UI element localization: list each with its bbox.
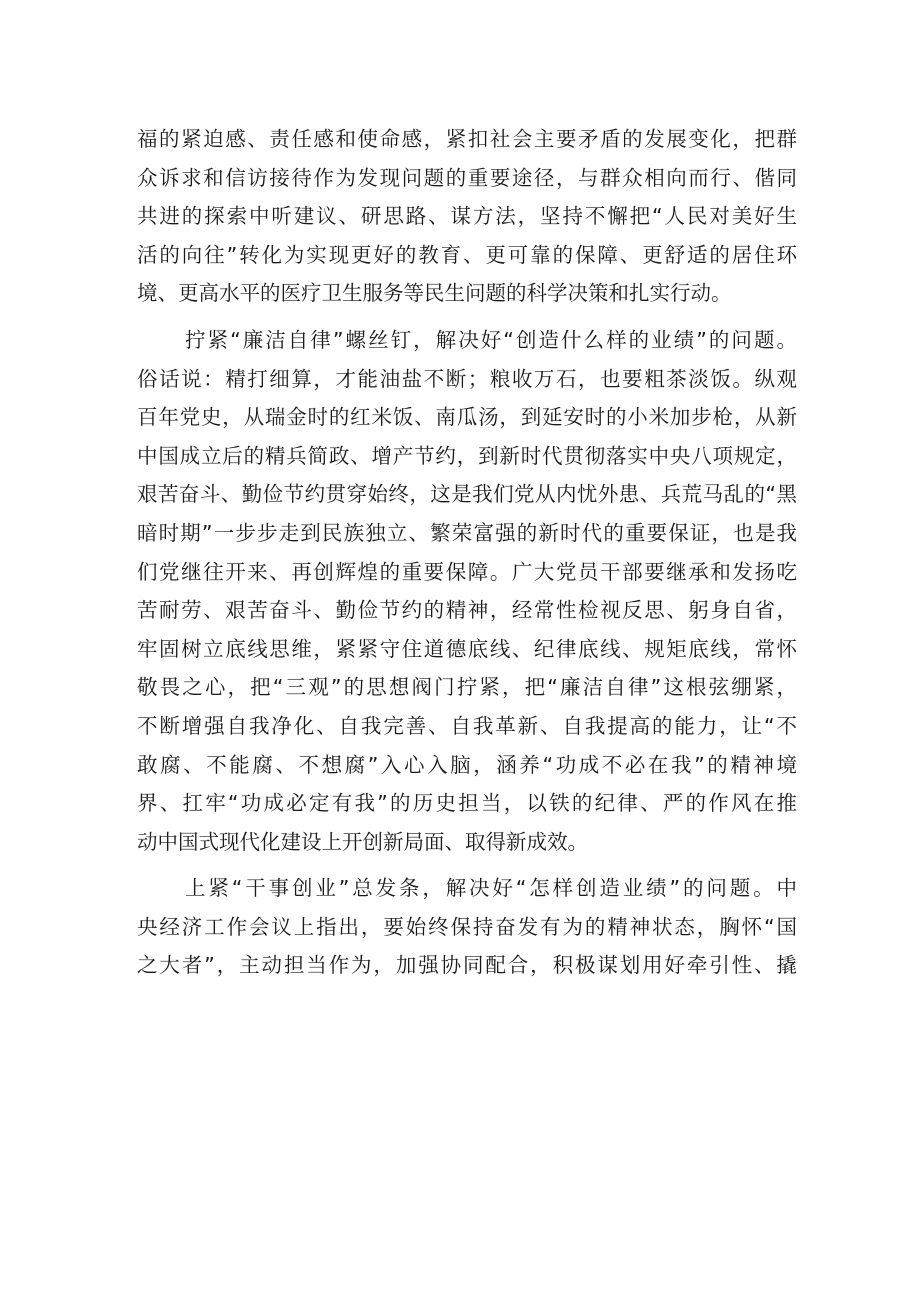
text-line: 央经济工作会议上指出，要始终保持奋发有为的精神状态，胸怀“国 xyxy=(137,914,797,939)
text-line: 暗时期”一步步走到民族独立、繁荣富强的新时代的重要保证，也是我 xyxy=(137,520,797,545)
text-line: 俗话说：精打细算，才能油盐不断；粮收万石，也要粗茶淡饭。纵观 xyxy=(137,366,797,391)
paragraph-gap xyxy=(137,861,797,869)
text-line: 敢腐、不能腐、不想腐”入心入脑，涵养“功成不必在我”的精神境 xyxy=(137,752,797,777)
body-text xyxy=(137,120,797,985)
paragraph-1 xyxy=(137,120,797,313)
text-line: 们党继往开来、再创辉煌的重要保障。广大党员干部要继承和发扬吃 xyxy=(137,559,797,584)
text-line: 之大者”，主动担当作为，加强协同配合，积极谋划用好牵引性、撬 xyxy=(137,953,797,978)
paragraph-3 xyxy=(137,869,797,985)
paragraph-2 xyxy=(137,321,797,861)
text-line: 艰苦奋斗、勤俭节约贯穿始终，这是我们党从内忧外患、兵荒马乱的“黑 xyxy=(137,482,797,507)
text-line: 活的向往”转化为实现更好的教育、更可靠的保障、更舒适的居住环 xyxy=(137,242,797,267)
paragraph-gap xyxy=(137,313,797,321)
text-line: 福的紧迫感、责任感和使命感，紧扣社会主要矛盾的发展变化，把群 xyxy=(137,127,797,151)
text-line: 境、更高水平的医疗卫生服务等民生问题的科学决策和扎实行动。 xyxy=(137,281,732,306)
text-line: 牢固树立底线思维，紧紧守住道德底线、纪律底线、规矩底线，常怀 xyxy=(137,636,797,661)
text-line: 百年党史，从瑞金时的红米饭、南瓜汤，到延安时的小米加步枪，从新 xyxy=(137,405,797,430)
text-line: 上紧“干事创业”总发条，解决好“怎样创造业绩”的问题。中 xyxy=(185,876,797,901)
text-line: 苦耐劳、艰苦奋斗、勤俭节约的精神，经常性检视反思、躬身自省， xyxy=(137,598,797,623)
text-line: 中国成立后的精兵简政、增产节约，到新时代贯彻落实中央八项规定， xyxy=(137,443,797,468)
text-line: 不断增强自我净化、自我完善、自我革新、自我提高的能力，让“不 xyxy=(137,713,797,738)
text-line: 动中国式现代化建设上开创新局面、取得新成效。 xyxy=(137,829,588,854)
text-line: 共进的探索中听建议、研思路、谋方法，坚持不懈把“人民对美好生 xyxy=(137,204,797,229)
text-line: 众诉求和信访接待作为发现问题的重要途径，与群众相向而行、偕同 xyxy=(137,165,797,190)
text-line: 拧紧“廉洁自律”螺丝钉，解决好“创造什么样的业绩”的问题。 xyxy=(185,327,797,352)
text-line: 界、扛牢“功成必定有我”的历史担当，以铁的纪律、严的作风在推 xyxy=(137,791,797,816)
text-line: 敬畏之心，把“三观”的思想阀门拧紧，把“廉洁自律”这根弦绷紧， xyxy=(137,675,797,700)
